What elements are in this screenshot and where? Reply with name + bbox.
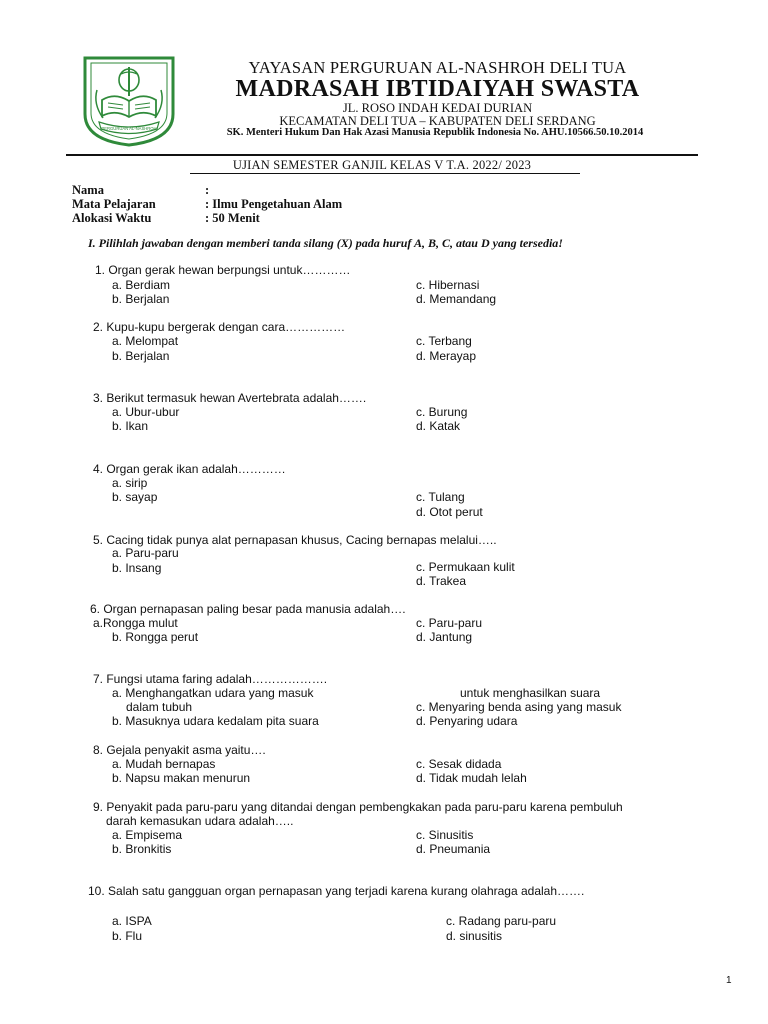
question-3: 3. Berikut termasuk hewan Avertebrata adalah……. bbox=[93, 391, 367, 405]
option-7-continuation: untuk menghasilkan suara bbox=[460, 686, 601, 700]
option-5c: c. Permukaan kulit bbox=[416, 560, 515, 574]
option-2b: b. Berjalan bbox=[112, 349, 170, 363]
school-address: JL. ROSO INDAH KEDAI DURIAN bbox=[342, 101, 533, 115]
identity-label-subject: Mata Pelajaran bbox=[72, 197, 156, 211]
option-9a: a. Empisema bbox=[112, 828, 183, 842]
option-3c: c. Burung bbox=[416, 405, 468, 419]
option-1c: c. Hibernasi bbox=[416, 278, 480, 292]
page-number: 1 bbox=[726, 975, 732, 986]
option-1a: a. Berdiam bbox=[112, 278, 171, 292]
option-6c: c. Paru-paru bbox=[416, 616, 483, 630]
option-3a: a. Ubur-ubur bbox=[112, 405, 180, 419]
option-8c: c. Sesak didada bbox=[416, 757, 502, 771]
question-7: 7. Fungsi utama faring adalah………………. bbox=[93, 672, 328, 686]
option-7b: b. Masuknya udara kedalam pita suara bbox=[112, 714, 319, 728]
option-9b: b. Bronkitis bbox=[112, 842, 172, 856]
option-6b: b. Rongga perut bbox=[112, 630, 199, 644]
header-divider bbox=[66, 154, 698, 156]
option-10d: d. sinusitis bbox=[446, 929, 503, 943]
option-10a: a. ISPA bbox=[112, 914, 152, 928]
question-10: 10. Salah satu gangguan organ pernapasan yang terjadi karena kurang olahraga adalah……. bbox=[88, 884, 585, 898]
option-10b: b. Flu bbox=[112, 929, 143, 943]
option-3d: d. Katak bbox=[416, 419, 461, 433]
option-2c: c. Terbang bbox=[416, 334, 472, 348]
question-8: 8. Gejala penyakit asma yaitu…. bbox=[93, 743, 266, 757]
option-8b: b. Napsu makan menurun bbox=[112, 771, 251, 785]
option-4b: b. sayap bbox=[112, 490, 158, 504]
option-3b: b. Ikan bbox=[112, 419, 149, 433]
option-6d: d. Jantung bbox=[416, 630, 473, 644]
option-4a: a. sirip bbox=[112, 476, 148, 490]
option-7a-continuation: dalam tubuh bbox=[126, 700, 193, 714]
option-7a: a. Menghangatkan udara yang masuk bbox=[112, 686, 314, 700]
exam-title-underline bbox=[190, 173, 580, 174]
foundation-name: YAYASAN PERGURUAN AL-NASHROH DELI TUA bbox=[248, 58, 627, 77]
option-5a: a. Paru-paru bbox=[112, 546, 179, 560]
option-4d: d. Otot perut bbox=[416, 505, 483, 519]
instruction-text: I. Pilihlah jawaban dengan memberi tanda silang (X) pada huruf A, B, C, atau D yang tersedia! bbox=[88, 236, 563, 250]
option-7d: d. Penyaring udara bbox=[416, 714, 518, 728]
option-4c: c. Tulang bbox=[416, 490, 465, 504]
identity-value-time: : 50 Menit bbox=[205, 211, 260, 225]
school-district: KECAMATAN DELI TUA – KABUPATEN DELI SERDANG bbox=[279, 114, 596, 128]
option-1d: d. Memandang bbox=[416, 292, 497, 306]
school-decree: SK. Menteri Hukum Dan Hak Azasi Manusia Republik Indonesia No. AHU.10566.50.10.2014 bbox=[226, 127, 644, 138]
question-2: 2. Kupu-kupu bergerak dengan cara…………… bbox=[93, 320, 346, 334]
option-7c: c. Menyaring benda asing yang masuk bbox=[416, 700, 622, 714]
option-2a: a. Melompat bbox=[112, 334, 179, 348]
option-6a: a.Rongga mulut bbox=[93, 616, 178, 630]
identity-value-subject: : Ilmu Pengetahuan Alam bbox=[205, 197, 343, 211]
option-5b: b. Insang bbox=[112, 561, 162, 575]
option-8a: a. Mudah bernapas bbox=[112, 757, 216, 771]
option-9d: d. Pneumania bbox=[416, 842, 491, 856]
question-1: 1. Organ gerak hewan berpungsi untuk………… bbox=[95, 263, 351, 277]
option-5d: d. Trakea bbox=[416, 574, 467, 588]
option-10c: c. Radang paru-paru bbox=[446, 914, 557, 928]
svg-text:PERGURUAN AL-NASHROH: PERGURUAN AL-NASHROH bbox=[101, 126, 157, 131]
question-6: 6. Organ pernapasan paling besar pada manusia adalah…. bbox=[90, 602, 406, 616]
school-logo bbox=[77, 52, 181, 148]
option-8d: d. Tidak mudah lelah bbox=[416, 771, 527, 785]
exam-title: UJIAN SEMESTER GANJIL KELAS V T.A. 2022/ 2023 bbox=[232, 158, 532, 172]
school-name: MADRASAH IBTIDAIYAH SWASTA bbox=[235, 76, 640, 102]
question-5: 5. Cacing tidak punya alat pernapasan khusus, Cacing bernapas melalui….. bbox=[93, 533, 497, 547]
question-4: 4. Organ gerak ikan adalah………… bbox=[93, 462, 286, 476]
identity-label-time: Alokasi Waktu bbox=[72, 211, 152, 225]
option-1b: b. Berjalan bbox=[112, 292, 170, 306]
identity-label-name: Nama bbox=[72, 183, 104, 197]
school-logo-emblem-icon bbox=[77, 52, 181, 148]
question-9: 9. Penyakit pada paru-paru yang ditandai dengan pembengkakan pada paru-paru karena pembuluh bbox=[93, 800, 623, 814]
option-2d: d. Merayap bbox=[416, 349, 477, 363]
question-9-continuation: darah kemasukan udara adalah….. bbox=[106, 814, 294, 828]
option-9c: c. Sinusitis bbox=[416, 828, 474, 842]
identity-value-name: : bbox=[205, 183, 210, 197]
